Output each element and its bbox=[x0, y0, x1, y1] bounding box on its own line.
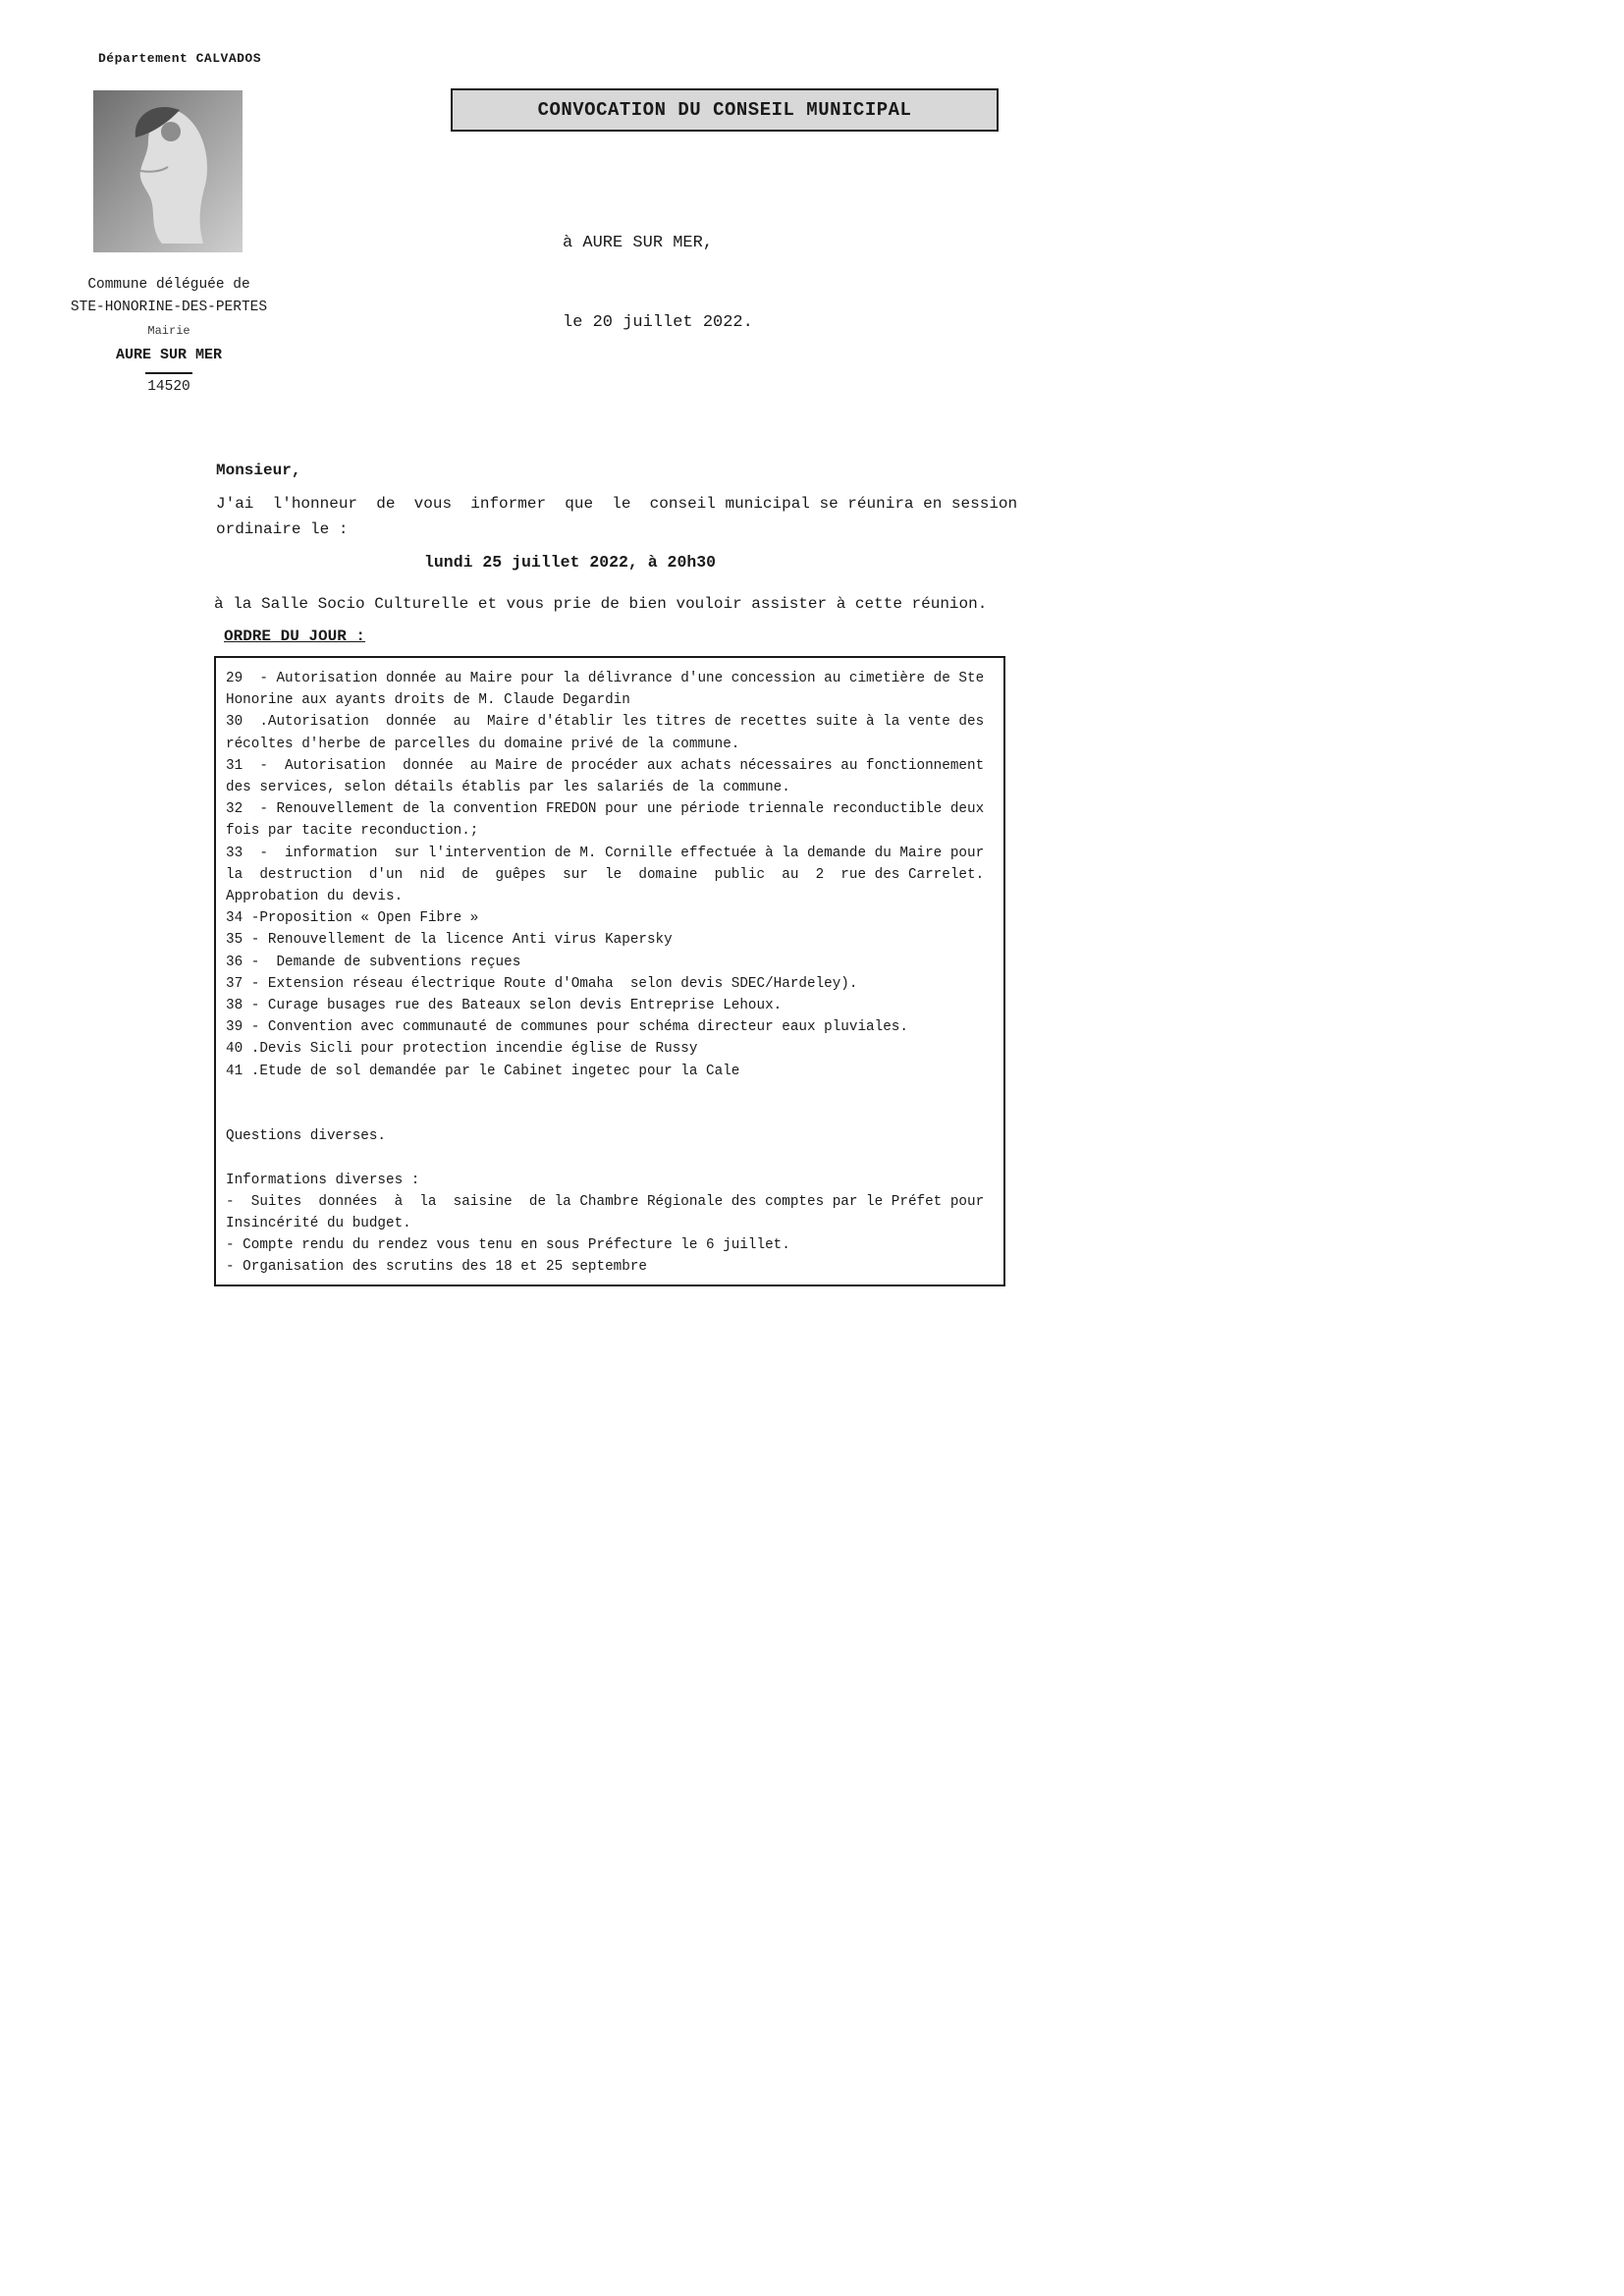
agenda-line: 31 - Autorisation donnée au Maire de procéder aux achats nécessaires au fonctionnement bbox=[226, 757, 985, 774]
agenda-line: 39 - Convention avec communauté de communes pour schéma directeur eaux pluviales. bbox=[226, 1019, 908, 1036]
sender-commune-name: STE-HONORINE-DES-PERTES bbox=[70, 300, 268, 315]
agenda-line: Questions diverses. bbox=[226, 1128, 387, 1145]
sender-divider-line bbox=[145, 372, 192, 374]
agenda-box bbox=[214, 656, 1005, 1286]
agenda-line bbox=[226, 1104, 994, 1125]
agenda-line: Approbation du devis. bbox=[226, 889, 404, 905]
agenda-line: Insincérité du budget. bbox=[226, 1216, 411, 1232]
agenda-line: 36 - Demande de subventions reçues bbox=[226, 954, 521, 970]
agenda-line: des services, selon détails établis par les salariés de la commune. bbox=[226, 780, 790, 796]
agenda-line: fois par tacite reconduction.; bbox=[226, 823, 479, 840]
agenda-line: 32 - Renouvellement de la convention FREDON pour une période triennale reconductible deux bbox=[226, 801, 985, 818]
salutation: Monsieur, bbox=[216, 462, 301, 479]
agenda-line: 30 .Autorisation donnée au Maire d'établir les titres de recettes suite à la vente des bbox=[226, 714, 985, 731]
agenda-line bbox=[226, 1082, 994, 1104]
agenda-line: 38 - Curage busages rue des Bateaux selon devis Entreprise Lehoux. bbox=[226, 998, 783, 1014]
agenda-line: 29 - Autorisation donnée au Maire pour la délivrance d'une concession au cimetière de Ste bbox=[226, 671, 985, 686]
date-line: le 20 juillet 2022. bbox=[563, 313, 753, 332]
venue-line: à la Salle Socio Culturelle et vous prie de bien vouloir assister à cette réunion. bbox=[214, 595, 988, 613]
sender-town-name: AURE SUR MER bbox=[115, 347, 223, 363]
place-date-block bbox=[563, 177, 753, 389]
intro-line: J'ai l'honneur de vous informer que le conseil municipal se réunira en session bbox=[216, 495, 1018, 513]
agenda-line: 34 -Proposition « Open Fibre » bbox=[226, 910, 479, 927]
document-title: CONVOCATION DU CONSEIL MUNICIPAL bbox=[537, 99, 912, 121]
marianne-emblem-graphic bbox=[93, 90, 243, 252]
agenda-line: - Organisation des scrutins des 18 et 25 septembre bbox=[226, 1259, 647, 1276]
agenda-line: 40 .Devis Sicli pour protection incendie église de Russy bbox=[226, 1041, 698, 1058]
document-title-box bbox=[451, 88, 999, 132]
agenda-line: 41 .Etude de sol demandée par le Cabinet ingetec pour la Cale bbox=[226, 1063, 740, 1079]
sender-mairie-label: Mairie bbox=[147, 324, 190, 338]
intro-paragraph bbox=[216, 491, 1017, 542]
agenda-line: 33 - information sur l'intervention de M. Cornille effectuée à la demande du Maire pour bbox=[226, 845, 985, 861]
agenda-line bbox=[226, 1147, 994, 1169]
agenda-line: récoltes d'herbe de parcelles du domaine privé de la commune. bbox=[226, 736, 740, 752]
agenda-line: - Compte rendu du rendez vous tenu en sous Préfecture le 6 juillet. bbox=[226, 1237, 790, 1254]
intro-line: ordinaire le : bbox=[216, 520, 349, 538]
agenda-line: Honorine aux ayants droits de M. Claude Degardin bbox=[226, 692, 630, 709]
agenda-line: Informations diverses : bbox=[226, 1172, 420, 1188]
sender-commune-line: Commune déléguée de bbox=[87, 277, 250, 293]
agenda-heading: ORDRE DU JOUR : bbox=[224, 628, 366, 645]
sender-block bbox=[56, 277, 282, 395]
department-label: Département CALVADOS bbox=[98, 51, 262, 66]
agenda-line: - Suites données à la saisine de la Chambre Régionale des comptes par le Préfet pour bbox=[226, 1193, 985, 1210]
agenda-line: 37 - Extension réseau électrique Route d'Omaha selon devis SDEC/Hardeley). bbox=[226, 975, 858, 992]
meeting-datetime: lundi 25 juillet 2022, à 20h30 bbox=[424, 553, 717, 572]
sender-postal-code: 14520 bbox=[147, 379, 190, 395]
agenda-line: 35 - Renouvellement de la licence Anti virus Kapersky bbox=[226, 932, 673, 949]
place-line: à AURE SUR MER, bbox=[563, 234, 714, 252]
marianne-emblem-image bbox=[93, 90, 243, 252]
agenda-line: la destruction d'un nid de guêpes sur le domaine public au 2 rue des Carrelet. bbox=[226, 866, 985, 883]
